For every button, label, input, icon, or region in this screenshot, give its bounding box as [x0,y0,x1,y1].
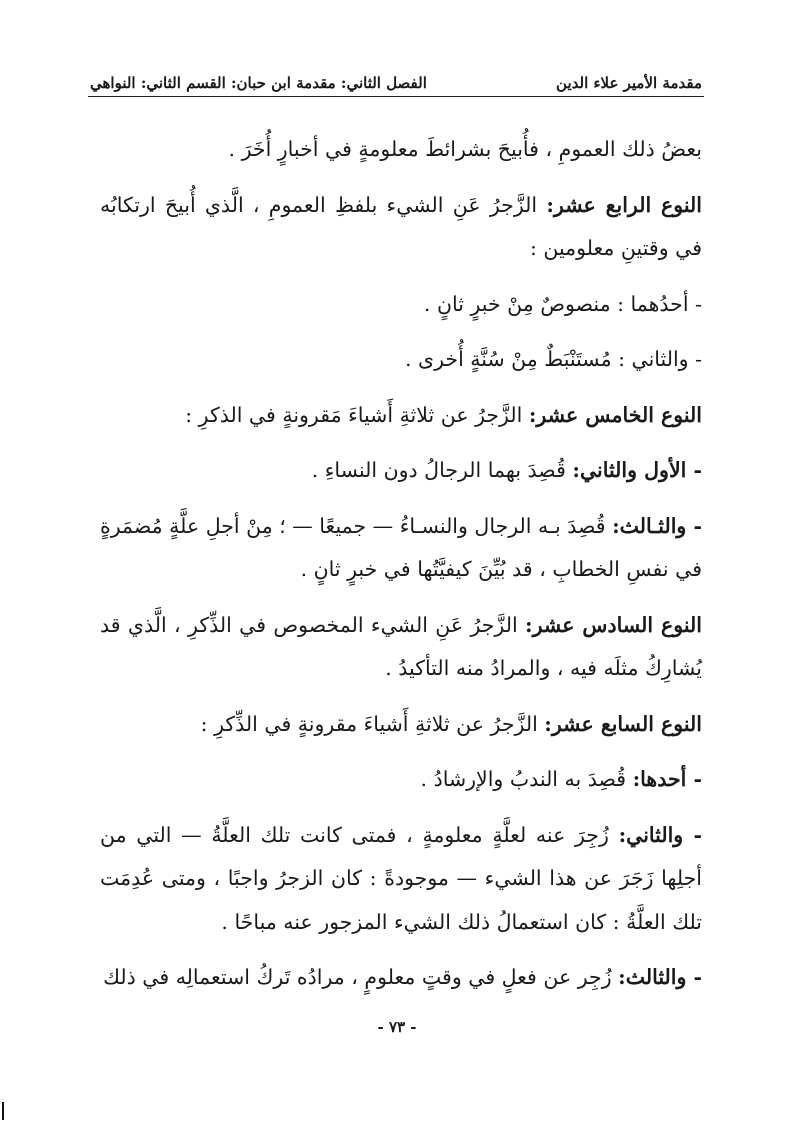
paragraph-5 [100,394,702,438]
paragraph-2-text: الزَّجرُ عَنِ الشيء بلفظِ العمومِ ، الَّذي أُبيحَ ارتكابُه في وقتينِ معلومين : [100,192,702,260]
paragraph-4-text: - والثاني : مُستَنْبَطٌ مِنْ سُنَّةٍ أُخرى . [405,347,702,371]
paragraph-12 [100,956,702,1000]
paragraph-6-text: قُصِدَ بهما الرجالُ دون النساءِ . [311,458,573,482]
paragraph-2 [100,184,702,271]
running-header [90,66,702,92]
paragraph-6 [100,449,702,493]
scan-edge-mark [2,1102,4,1120]
paragraph-12-text: زُجِر عن فعلٍ في وقتٍ معلومٍ ، مرادُه تَركُ استعمالِه في ذلك [103,965,619,989]
paragraph-12-lead: - والثالث: [618,965,702,989]
paragraph-7-lead: - والثـالث: [612,513,702,538]
paragraph-9-lead: النوع السابع عشر: [544,711,702,736]
paragraph-9 [100,703,702,747]
paragraph-4 [100,338,702,382]
paragraph-3-text: - أحدُهما : منصوصٌ مِنْ خبرٍ ثانٍ . [423,291,702,316]
paragraph-8-lead: النوع السادس عشر: [525,612,702,637]
page-number: - ٧٣ - [377,1018,417,1036]
paragraph-3 [100,283,702,327]
header-book-title: مقدمة الأمير علاء الدين [556,74,702,92]
paragraph-11-lead: - والثاني: [618,822,702,847]
paragraph-5-text: الزَّجرُ عن ثلاثةِ أَشياءَ مَقرونةٍ في الذكرِ : [185,402,529,427]
paragraph-8 [100,604,702,691]
header-rule [88,96,704,97]
paragraph-1-text: بعضُ ذلك العمومِ ، فأُبيحَ بشرائطَ معلومةٍ في أخبارٍ أُخَرَ . [228,137,702,161]
paragraph-10 [100,758,702,802]
paragraph-9-text: الزَّجرُ عن ثلاثةِ أَشياءَ مقرونةٍ في الذِّكرِ : [200,711,545,736]
paragraph-8-text: الزَّجرُ عَنِ الشيء المخصوص في الذِّكرِ ، الَّذي قد يُشارِكُ مثلَه فيه ، والمرادُ منه التأكيدُ . [100,612,702,680]
paragraph-2-lead: النوع الرابع عشر: [546,192,703,217]
paragraph-7-text: قُصِدَ بـه الرجال والنسـاءُ — جميعًا — ؛ مِنْ أجلِ علَّةٍ مُضمَرةٍ في نفسِ الخطابِ ، قد بُيِّنَ كيفيَّتُها في خبرٍ ثانٍ . [100,513,702,581]
paragraph-10-lead: - أحدها: [632,767,702,791]
header-chapter-title: الفصل الثاني: مقدمة ابن حبان: القسم الثاني: النواهي [90,74,427,92]
paragraph-6-lead: - الأول والثاني: [572,458,702,482]
paragraph-1 [100,128,702,172]
paragraph-10-text: قُصِدَ به الندبُ والإرشادُ . [420,767,633,791]
page-body [100,128,702,1012]
paragraph-11-text: زُجِرَ عنه لعلَّةٍ معلومةٍ ، فمتى كانت تلك العلَّةُ — التي من أجلِها زَجَرَ عن هذا الشيء — موجودةً : كان الزجرُ واجبًا ، ومتى عُدِمَت تلك العلَّةُ : كان استعمالُ ذلك الشيء المزجور عنه مباحًا . [100,822,702,934]
paragraph-11 [100,814,702,945]
paragraph-5-lead: النوع الخامس عشر: [528,402,702,427]
paragraph-7 [100,505,702,592]
